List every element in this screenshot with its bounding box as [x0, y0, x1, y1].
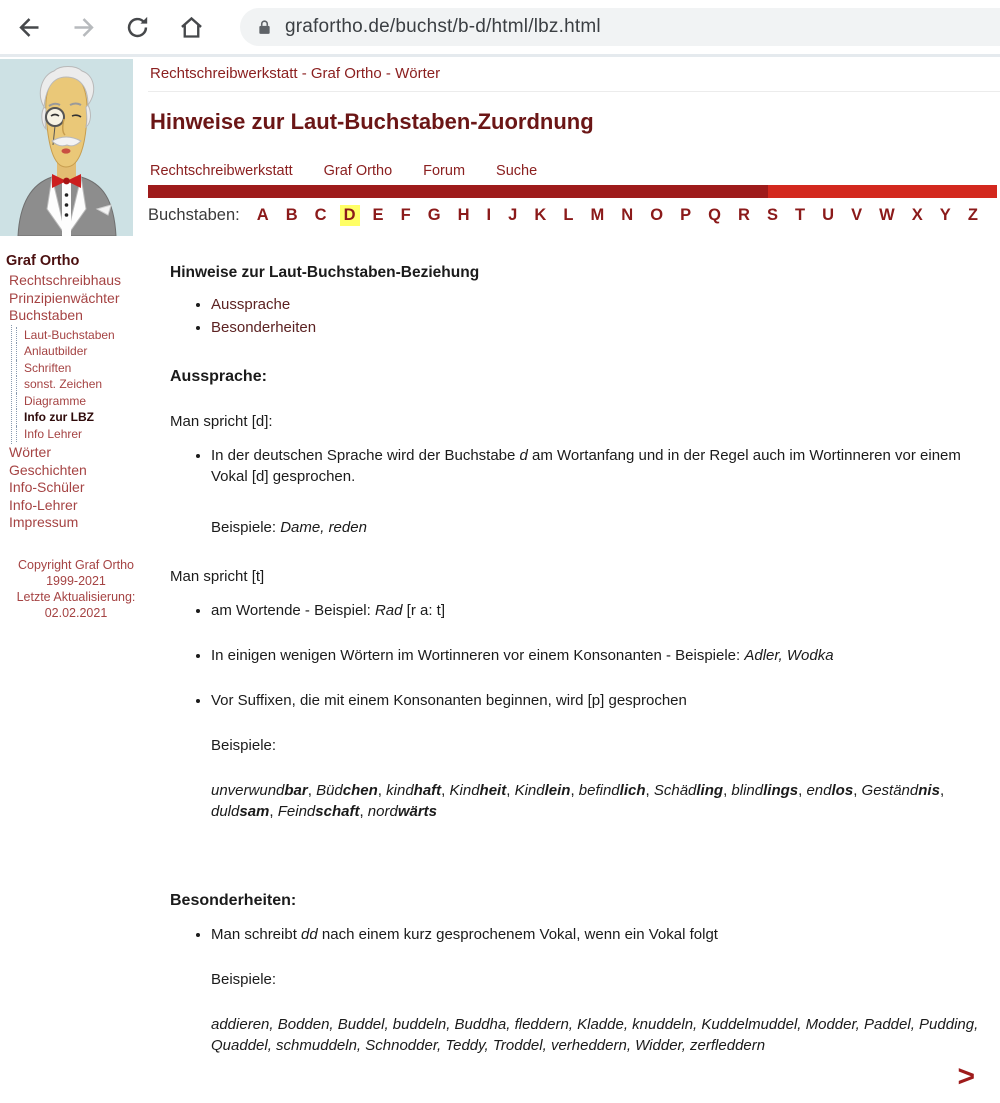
letter-link-X[interactable]: X — [911, 206, 923, 224]
address-bar[interactable] — [240, 8, 1000, 46]
letter-link-V[interactable]: V — [851, 206, 863, 224]
sidebar-item-prinzipienwaechter[interactable]: Prinzipienwächter — [9, 289, 120, 306]
t-intro: Man spricht [t] — [170, 568, 265, 585]
text-segment: In einigen wenigen Wörtern im Wortinneren vor einem Konsonanten - Beispiele: — [211, 647, 745, 664]
d-bullet — [211, 445, 985, 487]
text-segment-italic: d — [519, 447, 528, 464]
dd-bullet-list — [170, 924, 985, 945]
copyright-line: 1999-2021 — [46, 573, 106, 588]
letter-link-B[interactable]: B — [285, 206, 298, 224]
sidebar-subitem-sonst-zeichen[interactable]: sonst. Zeichen — [16, 376, 148, 393]
letter-link-S[interactable]: S — [766, 206, 778, 224]
letter-link-R[interactable]: R — [738, 206, 750, 224]
next-page-arrow[interactable]: > — [957, 1060, 975, 1093]
page-header — [148, 57, 1000, 226]
toc-link-aussprache[interactable]: Aussprache — [211, 296, 291, 313]
examples-label-dd: Beispiele: — [211, 971, 277, 988]
letter-link-K[interactable]: K — [534, 206, 547, 224]
letter-link-L[interactable]: L — [563, 206, 574, 224]
suffix-word: blindlings — [731, 782, 799, 799]
suffix-word-list: unverwundbar, Büdchen, kindhaft, Kindheit, Kindlein, befindlich, Schädling, blindlings, endlos, Geständnis, duldsam, Feindschaft, nordwärts — [211, 782, 945, 820]
page — [0, 57, 1000, 1100]
copyright-line: 02.02.2021 — [44, 605, 108, 620]
home-icon[interactable] — [178, 14, 205, 41]
examples-label: Beispiele: — [211, 519, 281, 536]
text-segment: Man schreibt — [211, 926, 302, 943]
text-segment: am Wortanfang und in der Regel auch im Wortinneren vor einem Vokal [d] gesprochen. — [211, 447, 961, 485]
divider-dark-segment — [148, 185, 768, 198]
letter-link-W[interactable]: W — [879, 206, 895, 224]
url-text: grafortho.de/buchst/b-d/html/lbz.html — [285, 16, 601, 37]
section-heading-aussprache: Aussprache: — [170, 368, 267, 385]
sidebar — [6, 253, 148, 621]
breadcrumb: Rechtschreibwerkstatt - Graf Ortho - Wörter — [148, 57, 1000, 92]
letter-link-J[interactable]: J — [508, 206, 518, 224]
sidebar-item-buchstaben[interactable]: Buchstaben — [9, 307, 83, 323]
sidebar-subitem-info-zur-lbz[interactable]: Info zur LBZ — [16, 409, 148, 426]
sidebar-subitem-laut-buchstaben[interactable]: Laut-Buchstaben — [16, 327, 148, 344]
letter-link-M[interactable]: M — [590, 206, 605, 224]
text-segment: [r a: t] — [402, 602, 446, 619]
content-heading: Hinweise zur Laut-Buchstaben-Beziehung — [170, 264, 480, 281]
section-heading-besonderheiten: Besonderheiten: — [170, 892, 297, 909]
letter-link-F[interactable]: F — [400, 206, 411, 224]
toc-item — [211, 294, 985, 315]
sidebar-subitem-info-lehrer[interactable]: Info Lehrer — [16, 426, 148, 443]
main-content — [170, 253, 985, 1056]
nav-link-rechtschreibwerkstatt[interactable]: Rechtschreibwerkstatt — [150, 163, 293, 179]
examples-label-t: Beispiele: — [211, 737, 277, 754]
suffix-word: nordwärts — [367, 803, 438, 820]
suffix-word: Feindschaft — [277, 803, 360, 820]
letters-label: Buchstaben: — [148, 206, 240, 224]
d-examples — [211, 517, 985, 538]
letter-link-A[interactable]: A — [256, 206, 269, 224]
nav-link-forum[interactable]: Forum — [423, 163, 466, 179]
text-segment: In der deutschen Sprache wird der Buchstabe — [211, 447, 520, 464]
lock-icon — [255, 18, 274, 37]
back-arrow-icon[interactable] — [16, 14, 43, 41]
dd-words: addieren, Bodden, Buddel, buddeln, Buddha, fleddern, Kladde, knuddeln, Kuddelmuddel, Modder, Paddel, Pudding, Quaddel, schmuddeln, Schnodder, Teddy, Troddel, verheddern, Widder, zerfleddern — [211, 1016, 979, 1054]
sidebar-item-info-lehrer[interactable]: Info-Lehrer — [9, 496, 78, 513]
toc-list — [170, 294, 985, 338]
alphabet-letters — [253, 205, 1000, 226]
reload-icon[interactable] — [124, 14, 151, 41]
letter-link-H[interactable]: H — [457, 206, 470, 224]
header-nav — [150, 163, 1000, 179]
nav-link-graf-ortho[interactable]: Graf Ortho — [323, 163, 393, 179]
copyright-notice — [6, 557, 146, 621]
suffix-word: unverwundbar — [211, 782, 308, 799]
suffix-word: Kindheit — [449, 782, 507, 799]
t-bullet-list — [170, 600, 985, 711]
sidebar-item-woerter[interactable]: Wörter — [9, 444, 51, 460]
page-title: Hinweise zur Laut-Buchstaben-Zuordnung — [150, 109, 594, 134]
sidebar-title: Graf Ortho — [6, 253, 80, 269]
letter-link-O[interactable]: O — [650, 206, 664, 224]
d-bullet-list — [170, 445, 985, 487]
letter-nav-row — [148, 205, 1000, 226]
sidebar-item-rechtschreibhaus[interactable]: Rechtschreibhaus — [9, 272, 122, 288]
sidebar-subitem-anlautbilder[interactable]: Anlautbilder — [16, 343, 148, 360]
sidebar-subitem-diagramme[interactable]: Diagramme — [16, 393, 148, 410]
letter-link-Q[interactable]: Q — [708, 206, 721, 224]
dd-bullet — [211, 924, 985, 945]
text-segment: nach einem kurz gesprochenem Vokal, wenn ein Vokal folgt — [317, 926, 718, 943]
sidebar-item-geschichten[interactable]: Geschichten — [9, 461, 87, 478]
dd-word-list — [211, 1014, 985, 1056]
letter-link-Y[interactable]: Y — [939, 206, 951, 224]
toc-item — [211, 317, 985, 338]
copyright-line: Copyright Graf Ortho — [17, 557, 134, 572]
sidebar-subitem-schriften[interactable]: Schriften — [16, 360, 148, 377]
copyright-line: Letzte Aktualisierung: — [16, 589, 136, 604]
suffix-word: Kindlein — [514, 782, 571, 799]
divider-bright-segment — [768, 185, 997, 198]
suffix-word: befindlich — [578, 782, 646, 799]
text-segment-italic: Adler, Wodka — [744, 647, 834, 664]
nav-link-suche[interactable]: Suche — [496, 163, 538, 179]
letter-link-E[interactable]: E — [372, 206, 384, 224]
t-bullet-3: • Vor Suffixen, die mit einem Konsonanten beginnen, wird [p] gesprochen — [211, 690, 985, 711]
text-segment: am Wortende - Beispiel: — [211, 602, 375, 619]
header-divider-bar — [148, 185, 997, 198]
suffix-word: endlos — [806, 782, 854, 799]
suffix-word: Schädling — [653, 782, 724, 799]
suffix-word: kindhaft — [386, 782, 442, 799]
t-bullet-1 — [211, 600, 985, 621]
browser-toolbar — [0, 0, 1000, 57]
graf-ortho-portrait-image — [0, 59, 133, 236]
letter-link-U[interactable]: U — [822, 206, 835, 224]
letter-link-C[interactable]: C — [314, 206, 327, 224]
toc-link-besonderheiten[interactable]: Besonderheiten — [211, 319, 317, 336]
letter-link-P[interactable]: P — [680, 206, 692, 224]
suffix-word: duldsam — [211, 803, 270, 820]
letter-link-N[interactable]: N — [621, 206, 634, 224]
sidebar-item-info-schueler[interactable]: Info-Schüler — [9, 479, 85, 495]
letter-link-D[interactable]: D — [340, 205, 360, 226]
t-bullet-2 — [211, 645, 985, 666]
examples-words: Dame, reden — [280, 519, 367, 536]
suffix-word: Geständnis — [861, 782, 940, 799]
sidebar-subtree — [11, 325, 148, 445]
letter-link-I[interactable]: I — [486, 206, 492, 224]
d-intro: Man spricht [d]: — [170, 413, 273, 430]
letter-link-T[interactable]: T — [795, 206, 806, 224]
text-segment-italic: dd — [301, 926, 318, 943]
suffix-word: Büdchen — [316, 782, 378, 799]
forward-arrow-icon[interactable] — [70, 14, 97, 41]
letter-link-Z[interactable]: Z — [967, 206, 978, 224]
letter-link-G[interactable]: G — [427, 206, 441, 224]
sidebar-item-impressum[interactable]: Impressum — [9, 514, 79, 530]
text-segment-italic: Rad — [374, 602, 403, 619]
